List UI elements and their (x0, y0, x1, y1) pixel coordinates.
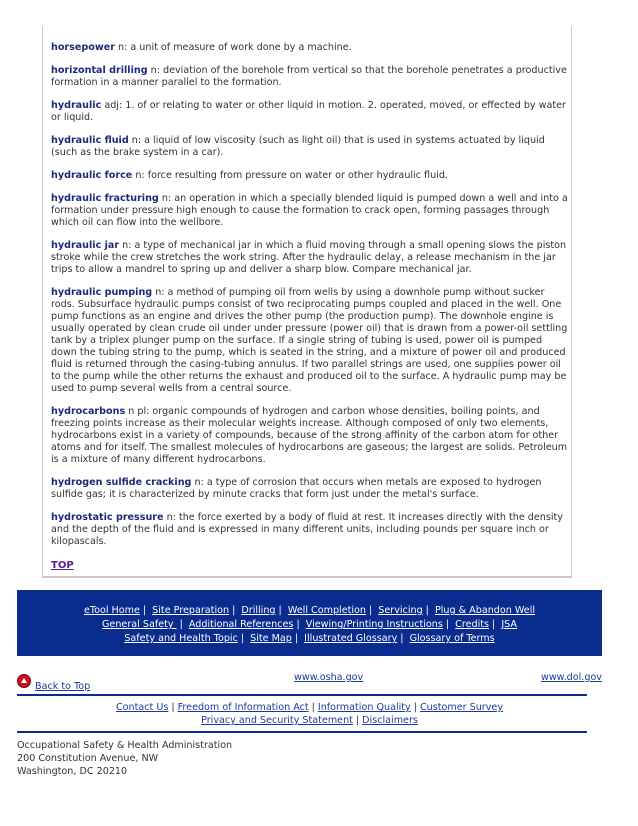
glossary-entry (51, 65, 569, 89)
glossary-definition: n: force resulting from pressure on water or other hydraulic fluid. (132, 170, 448, 181)
address-line: 200 Constitution Avenue, NW (17, 753, 159, 764)
glossary-definition: n: a type of mechanical jar in which a fluid moving through a small opening slows the piston stroke while the crew stretches the work string. After the hydraulic delay, a release mechanism in the jar trips to allow a mandrel to spring up and deliver a sharp blow. Compare mechanical jar. (51, 240, 567, 275)
separator: | (368, 605, 373, 616)
nav-jsa[interactable]: JSA (501, 619, 517, 630)
glossary-definition: adj: 1. of or relating to water or other liquid in motion. 2. operated, moved, or effected by water or liquid. (51, 100, 566, 123)
glossary-entry (51, 406, 569, 466)
divider (17, 731, 587, 733)
back-to-top[interactable] (17, 670, 90, 692)
glossary-term: hydrocarbons (51, 406, 126, 417)
glossary-term: hydraulic pumping (51, 287, 153, 298)
information-quality-link[interactable]: Information Quality (317, 702, 411, 713)
separator: | (413, 702, 417, 713)
nav-servicing[interactable]: Servicing (378, 605, 423, 616)
separator: | (294, 633, 299, 644)
glossary-list (51, 42, 569, 572)
osha-link[interactable]: www.osha.gov (294, 672, 364, 683)
glossary-definition: n pl: organic compounds of hydrogen and carbon whose densities, boiling points, and freezing points increase as their molecular weights increase. Although composed of only two elements, hydrocarbons exist in a variety of compounds, because of the strong affinity of the carbon atom for other atoms and for itself. The smallest molecules of hydrocarbons are gaseous; the largest are solids. Petroleum is a mixture of many different hydrocarbons. (51, 406, 568, 465)
glossary-definition: n: a type of corrosion that occurs when metals are exposed to hydrogen sulfide gas; it is characterized by minute cracks that form just under the metal's surface. (51, 477, 542, 500)
dol-link[interactable]: www.dol.gov (540, 672, 602, 683)
glossary-entry (51, 512, 569, 548)
nav-drilling[interactable]: Drilling (241, 605, 276, 616)
disclaimers-link[interactable]: Disclaimers (362, 715, 418, 726)
glossary-definition: n: a liquid of low viscosity (such as light oil) that is used in systems actuated by liquid (such as the brake system in a car). (51, 135, 545, 158)
glossary-term: hydrostatic pressure (51, 512, 164, 523)
glossary-term: hydraulic fluid (51, 135, 129, 146)
separator: | (400, 633, 404, 644)
nav-glossary-of-terms[interactable]: Glossary of Terms (409, 633, 495, 644)
nav-well-completion[interactable]: Well Completion (287, 605, 366, 616)
glossary-definition: n: the force exerted by a body of fluid at rest. It increases directly with the density and the depth of the fluid and is expressed in many different units, including pounds per square inch or kilopascals. (51, 512, 563, 547)
separator: | (425, 605, 429, 616)
glossary-term: hydrogen sulfide cracking (51, 477, 192, 488)
footer-nav-row (17, 618, 602, 632)
separator: | (278, 605, 282, 616)
nav-viewing-printing[interactable]: Viewing/Printing Instructions (305, 619, 443, 630)
glossary-definition: n: deviation of the borehole from vertical so that the borehole penetrates a productive formation in a manner parallel to the formation. (51, 65, 567, 88)
privacy-link[interactable]: Privacy and Security Statement (201, 715, 353, 726)
separator: | (492, 619, 496, 630)
glossary-entry (51, 193, 569, 229)
glossary-term: hydraulic force (51, 170, 133, 181)
nav-additional-references[interactable]: Additional References (188, 619, 294, 630)
separator: | (171, 702, 175, 713)
customer-survey-link[interactable]: Customer Survey (419, 702, 504, 713)
footer-nav (17, 590, 602, 656)
separator: | (445, 619, 450, 630)
glossary-entry (51, 287, 569, 395)
back-to-top-link[interactable]: Back to Top (35, 681, 91, 692)
glossary-entry (51, 477, 569, 501)
nav-plug-abandon[interactable]: Plug & Abandon Well (434, 605, 536, 616)
address-line: Washington, DC 20210 (17, 766, 128, 777)
nav-illustrated-glossary[interactable]: Illustrated Glossary (304, 633, 398, 644)
glossary-term: horsepower (51, 42, 115, 53)
glossary-definition: n: an operation in which a specially blended liquid is pumped down a well and into a formation under pressure high enough to cause the formation to crack open, forming passages through which oil can flow into the wellbore. (51, 193, 568, 228)
separator: | (296, 619, 300, 630)
glossary-entry (51, 42, 569, 54)
address-block (17, 739, 232, 778)
glossary-term: hydraulic fracturing (51, 193, 159, 204)
nav-safety-health-topic[interactable]: Safety and Health Topic (124, 633, 238, 644)
glossary-term: hydraulic (51, 100, 102, 111)
glossary-definition: n: a unit of measure of work done by a machine. (114, 42, 352, 53)
arrow-up-icon[interactable] (17, 674, 31, 688)
top-link[interactable]: TOP (51, 560, 74, 571)
footer-nav-row (17, 604, 602, 618)
site-links-row (17, 668, 602, 690)
glossary-entry (51, 100, 569, 124)
separator: | (179, 619, 183, 630)
separator: | (142, 605, 147, 616)
footer-nav-row (17, 632, 602, 646)
glossary-term: horizontal drilling (51, 65, 148, 76)
legal-links (17, 701, 602, 727)
glossary-entry (51, 170, 569, 182)
address-line: Occupational Safety & Health Administration (17, 740, 233, 751)
nav-credits[interactable]: Credits (455, 619, 490, 630)
glossary-panel (42, 26, 572, 578)
nav-site-preparation[interactable]: Site Preparation (152, 605, 230, 616)
glossary-term: hydraulic jar (51, 240, 120, 251)
glossary-entry (51, 240, 569, 276)
glossary-entry (51, 135, 569, 159)
nav-etool-home[interactable]: eTool Home (83, 605, 140, 616)
nav-site-map[interactable]: Site Map (250, 633, 292, 644)
separator: | (311, 702, 315, 713)
glossary-definition: n: a method of pumping oil from wells by using a downhole pump without sucker rods. Subsurface hydraulic pumps consist of two reciprocating pumps coupled and placed in the well. One pump functions as an engine and drives the other pump (the production pump). The downhole engine is usually operated by clean crude oil under under pressure (power oil) that is drawn from a power-oil settling tank by a triplex plunger pump on the surface. If a single string of tubing is used, power oil is pumped down the tubing string to the pump, which is seated in the string, and a mixture of power oil and produced fluid is returned through the casing-tubing annulus. If two parallel strings are used, one supplies power oil to the pump while the other returns the exhaust and produced oil to the surface. A hydraulic pump may be used to pump several wells from a central source. (51, 287, 568, 394)
separator: | (240, 633, 245, 644)
separator: | (355, 715, 360, 726)
nav-general-safety[interactable]: General Safety (102, 619, 177, 630)
separator: | (232, 605, 236, 616)
contact-us-link[interactable]: Contact Us (115, 702, 169, 713)
foia-link[interactable]: Freedom of Information Act (177, 702, 309, 713)
divider (17, 694, 587, 696)
